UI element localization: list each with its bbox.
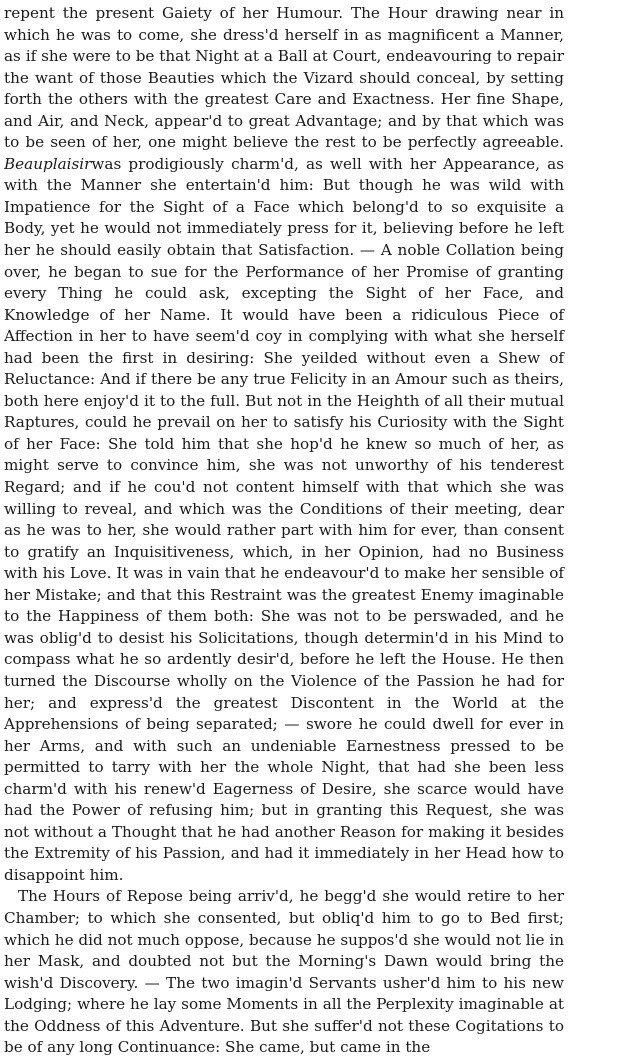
paragraph-1 — [4, 3, 564, 886]
character-name: Beauplaisir — [4, 154, 92, 173]
document-page — [4, 3, 564, 1059]
paragraph-1-text-a: repent the present Gaiety of her Humour. The Hour drawing near in which he was to come, she dress'd herself in as magnificent a Manner, as if she were to be that Night at a Ball at Court, endeavouring to repair the want of those Beauties which the Vizard should conceal, by setting forth the others with the greatest Care and Exactness. Her fine Shape, and Air, and Neck, appear'd to great Advantage; and by that which was to be seen of her, one might believe the rest to be perfectly agreeable. — [4, 4, 564, 152]
paragraph-2: The Hours of Repose being arriv'd, he begg'd she would retire to her Chamber; to which she consented, but obliq'd him to go to Bed first; which he did not much oppose, because he suppos'd she would not lie in her Mask, and doubted not but the Morning's Dawn would bring the wish'd Discovery. — The two imagin'd Servants usher'd him to his new Lodging; where he lay some Moments in all the Perplexity imaginable at the Oddness of this Adventure. But she suffer'd not these Cogitations to be of any long Continuance: She came, but came in the — [4, 887, 564, 1057]
paragraph-1-text-b: was prodigiously charm'd, as well with her Appearance, as with the Manner she entertain'd him: But though he was wild with Impatience for the Sight of a Face which belong'd to so exquisite a Body, yet he would not immediately press for it, believing before he left her he should easily obtain that Satisfaction. — A noble Collation being over, he began to sue for the Performance of her Promise of granting every Thing he could ask, excepting the Sight of her Face, and Knowledge of her Name. It would have been a ridiculous Piece of Affection in her to have seem'd coy in complying with what she herself had been the first in desiring: She yeilded without even a Shew of Reluctance: And if there be any true Felicity in an Amour such as theirs, both here enjoy'd it to the full. But not in the Heighth of all their mutual Raptures, could he prevail on her to satisfy his Curiosity with the Sight of her Face: She told him that she hop'd he knew so much of her, as might serve to convince him, she was not unworthy of his tenderest Regard; and if he cou'd not content himself with that which she was willing to reveal, and which was the Conditions of their meeting, dear as he was to her, she would rather part with him for ever, than consent to gratify an Inquisitiveness, which, in her Opinion, had no Business with his Love. It was in vain that he endeavour'd to make her sensible of her Mistake; and that this Restraint was the greatest Enemy imaginable to the Happiness of them both: She was not to be perswaded, and he was oblig'd to desist his Solicitations, though determin'd in his Mind to compass what he so ardently desir'd, before he left the House. He then turned the Discourse wholly on the Violence of the Passion he had for her; and express'd the greatest Discontent in the World at the Apprehensions of being separated; — swore he could dwell for ever in her Arms, and with such an undeniable Earnestness pressed to be permitted to tarry with her the whole Night, that had she been less charm'd with his renew'd Eagerness of Desire, she scarce would have had the Power of refusing him; but in granting this Request, she was not without a Thought that he had another Reason for making it besides the Extremity of his Passion, and had it immediately in her Head how to disappoint him. — [4, 154, 564, 884]
